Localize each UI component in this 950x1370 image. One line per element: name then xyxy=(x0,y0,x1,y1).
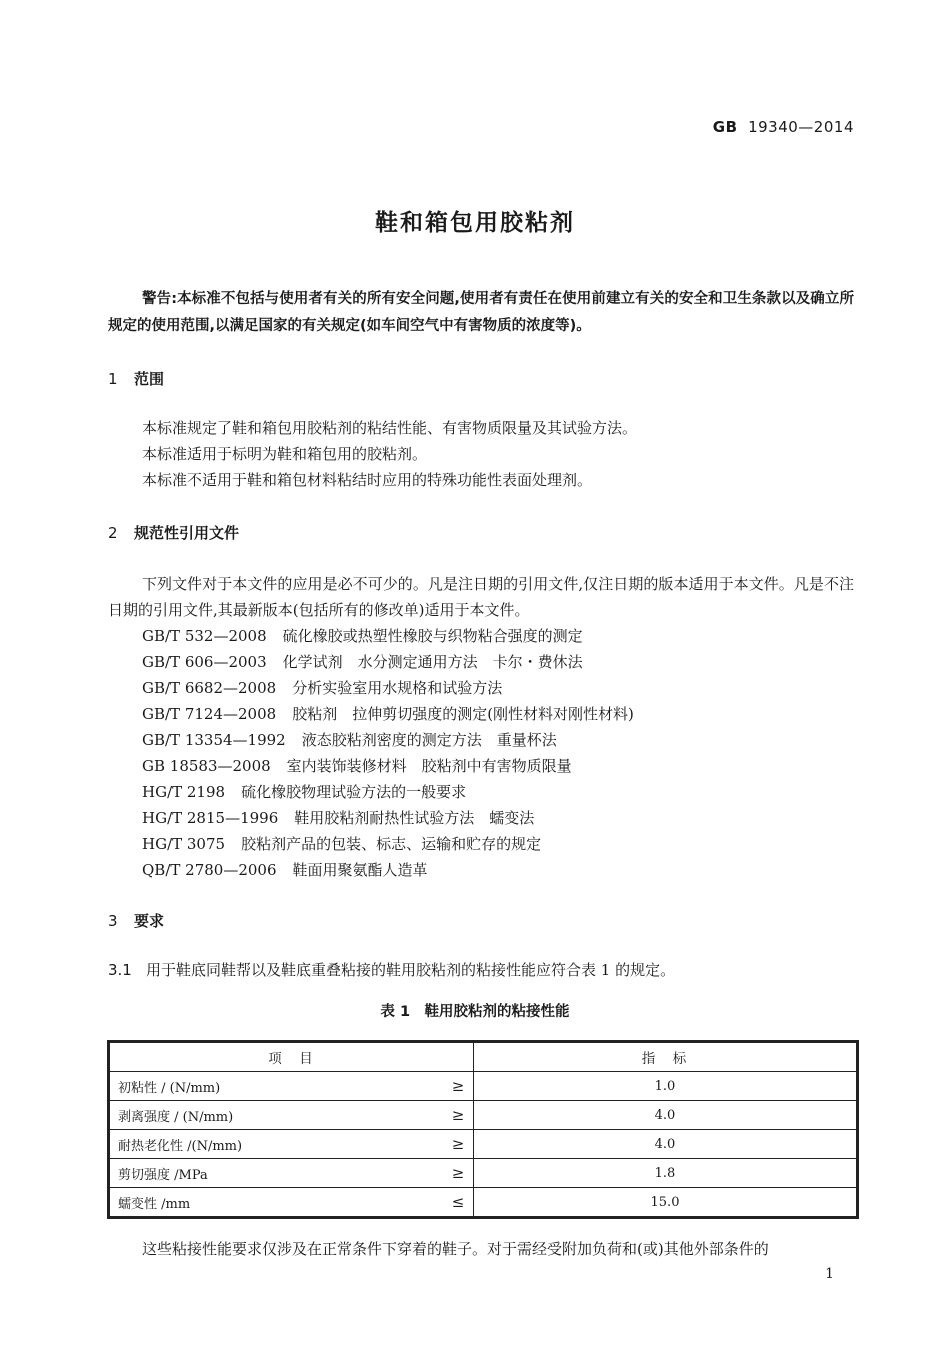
reference-item xyxy=(142,805,534,831)
reference-title: 胶粘剂产品的包装、标志、运输和贮存的规定 xyxy=(241,835,542,853)
row-item-cell xyxy=(110,1072,474,1101)
section-1-number: 1 xyxy=(108,370,118,388)
section-2-heading xyxy=(108,522,239,543)
section-2-number: 2 xyxy=(108,524,118,542)
reference-item xyxy=(142,701,634,727)
table-row xyxy=(110,1072,857,1101)
reference-code: QB/T 2780—2006 xyxy=(142,861,277,879)
table-header-row xyxy=(110,1043,857,1072)
section-2-title: 规范性引用文件 xyxy=(134,524,240,542)
row-item: 剥离强度 / (N/mm) xyxy=(118,1109,234,1125)
reference-title: 硫化橡胶物理试验方法的一般要求 xyxy=(241,783,467,801)
reference-code: HG/T 3075 xyxy=(142,835,226,853)
table-row xyxy=(110,1130,857,1159)
row-item: 剪切强度 /MPa xyxy=(118,1167,208,1183)
row-item: 耐热老化性 /(N/mm) xyxy=(118,1138,243,1154)
clause-3-1 xyxy=(108,957,675,983)
table-caption: 表 1 鞋用胶粘剂的粘接性能 xyxy=(380,1004,570,1020)
reference-item xyxy=(142,831,541,857)
reference-code: HG/T 2815—1996 xyxy=(142,809,279,827)
row-value: 15.0 xyxy=(474,1188,857,1217)
reference-code: GB/T 6682—2008 xyxy=(142,679,277,697)
reference-item xyxy=(142,675,502,701)
scope-line-1: 本标准规定了鞋和箱包用胶粘剂的粘结性能、有害物质限量及其试验方法。 xyxy=(142,419,638,437)
row-item: 蠕变性 /mm xyxy=(118,1196,191,1212)
reference-code: GB 18583—2008 xyxy=(142,757,271,775)
row-item-cell xyxy=(110,1188,474,1217)
after-table-paragraph: 这些粘接性能要求仅涉及在正常条件下穿着的鞋子。对于需经受附加负荷和(或)其他外部条件的 xyxy=(142,1240,769,1258)
reference-item xyxy=(142,649,583,675)
row-item-cell xyxy=(110,1101,474,1130)
reference-code: GB/T 532—2008 xyxy=(142,627,267,645)
table-row xyxy=(110,1101,857,1130)
standard-number xyxy=(713,118,854,136)
reference-title: 液态胶粘剂密度的测定方法 重量杯法 xyxy=(301,731,557,749)
standard-code: 19340—2014 xyxy=(748,118,854,136)
row-item: 初粘性 / (N/mm) xyxy=(118,1080,221,1096)
table-row xyxy=(110,1188,857,1217)
row-operator: ≥ xyxy=(451,1134,465,1153)
reference-title: 胶粘剂 拉伸剪切强度的测定(刚性材料对刚性材料) xyxy=(292,705,634,723)
row-item-cell xyxy=(110,1130,474,1159)
reference-item xyxy=(142,753,572,779)
document-title: 鞋和箱包用胶粘剂 xyxy=(375,210,575,236)
scope-line-3: 本标准不适用于鞋和箱包材料粘结时应用的特殊功能性表面处理剂。 xyxy=(142,471,593,489)
reference-title: 鞋面用聚氨酯人造革 xyxy=(292,861,428,879)
section-1-title: 范围 xyxy=(134,370,165,388)
reference-code: GB/T 7124—2008 xyxy=(142,705,277,723)
clause-number: 3.1 xyxy=(108,961,132,979)
adhesion-table xyxy=(107,1040,859,1219)
scope-line-2: 本标准适用于标明为鞋和箱包用的胶粘剂。 xyxy=(142,445,428,463)
clause-text: 用于鞋底同鞋帮以及鞋底重叠粘接的鞋用胶粘剂的粘接性能应符合表 1 的规定。 xyxy=(146,961,676,979)
row-operator: ≥ xyxy=(451,1163,465,1182)
page-number: 1 xyxy=(825,1266,834,1282)
section-3-number: 3 xyxy=(108,912,118,930)
header-value: 指 标 xyxy=(474,1043,857,1072)
table-row xyxy=(110,1159,857,1188)
section-1-heading xyxy=(108,368,164,389)
reference-title: 室内装饰装修材料 胶粘剂中有害物质限量 xyxy=(286,757,572,775)
reference-code: HG/T 2198 xyxy=(142,783,226,801)
row-operator: ≥ xyxy=(451,1076,465,1095)
reference-title: 鞋用胶粘剂耐热性试验方法 蠕变法 xyxy=(294,809,535,827)
reference-item xyxy=(142,857,428,883)
row-value: 1.0 xyxy=(474,1072,857,1101)
row-value: 1.8 xyxy=(474,1159,857,1188)
reference-item xyxy=(142,727,557,753)
reference-item xyxy=(142,779,466,805)
standard-prefix: GB xyxy=(712,118,738,136)
row-value: 4.0 xyxy=(474,1130,857,1159)
reference-title: 化学试剂 水分测定通用方法 卡尔・费休法 xyxy=(282,653,583,671)
row-operator: ≤ xyxy=(451,1192,465,1211)
warning-paragraph: 警告:本标准不包括与使用者有关的所有安全问题,使用者有责任在使用前建立有关的安全和卫生条款以及确立所规定的使用范围,以满足国家的有关规定(如车间空气中有害物质的浓度等)。 xyxy=(108,291,854,334)
row-item-cell xyxy=(110,1159,474,1188)
reference-title: 硫化橡胶或热塑性橡胶与织物粘合强度的测定 xyxy=(282,627,583,645)
section-3-title: 要求 xyxy=(134,912,165,930)
row-operator: ≥ xyxy=(451,1105,465,1124)
row-value: 4.0 xyxy=(474,1101,857,1130)
section-3-heading xyxy=(108,910,164,931)
reference-code: GB/T 606—2003 xyxy=(142,653,267,671)
reference-item xyxy=(142,623,583,649)
references-intro: 下列文件对于本文件的应用是必不可少的。凡是注日期的引用文件,仅注日期的版本适用于本文件。凡是不注日期的引用文件,其最新版本(包括所有的修改单)适用于本文件。 xyxy=(108,575,854,619)
header-item: 项 目 xyxy=(110,1043,474,1072)
reference-title: 分析实验室用水规格和试验方法 xyxy=(292,679,503,697)
reference-code: GB/T 13354—1992 xyxy=(142,731,286,749)
